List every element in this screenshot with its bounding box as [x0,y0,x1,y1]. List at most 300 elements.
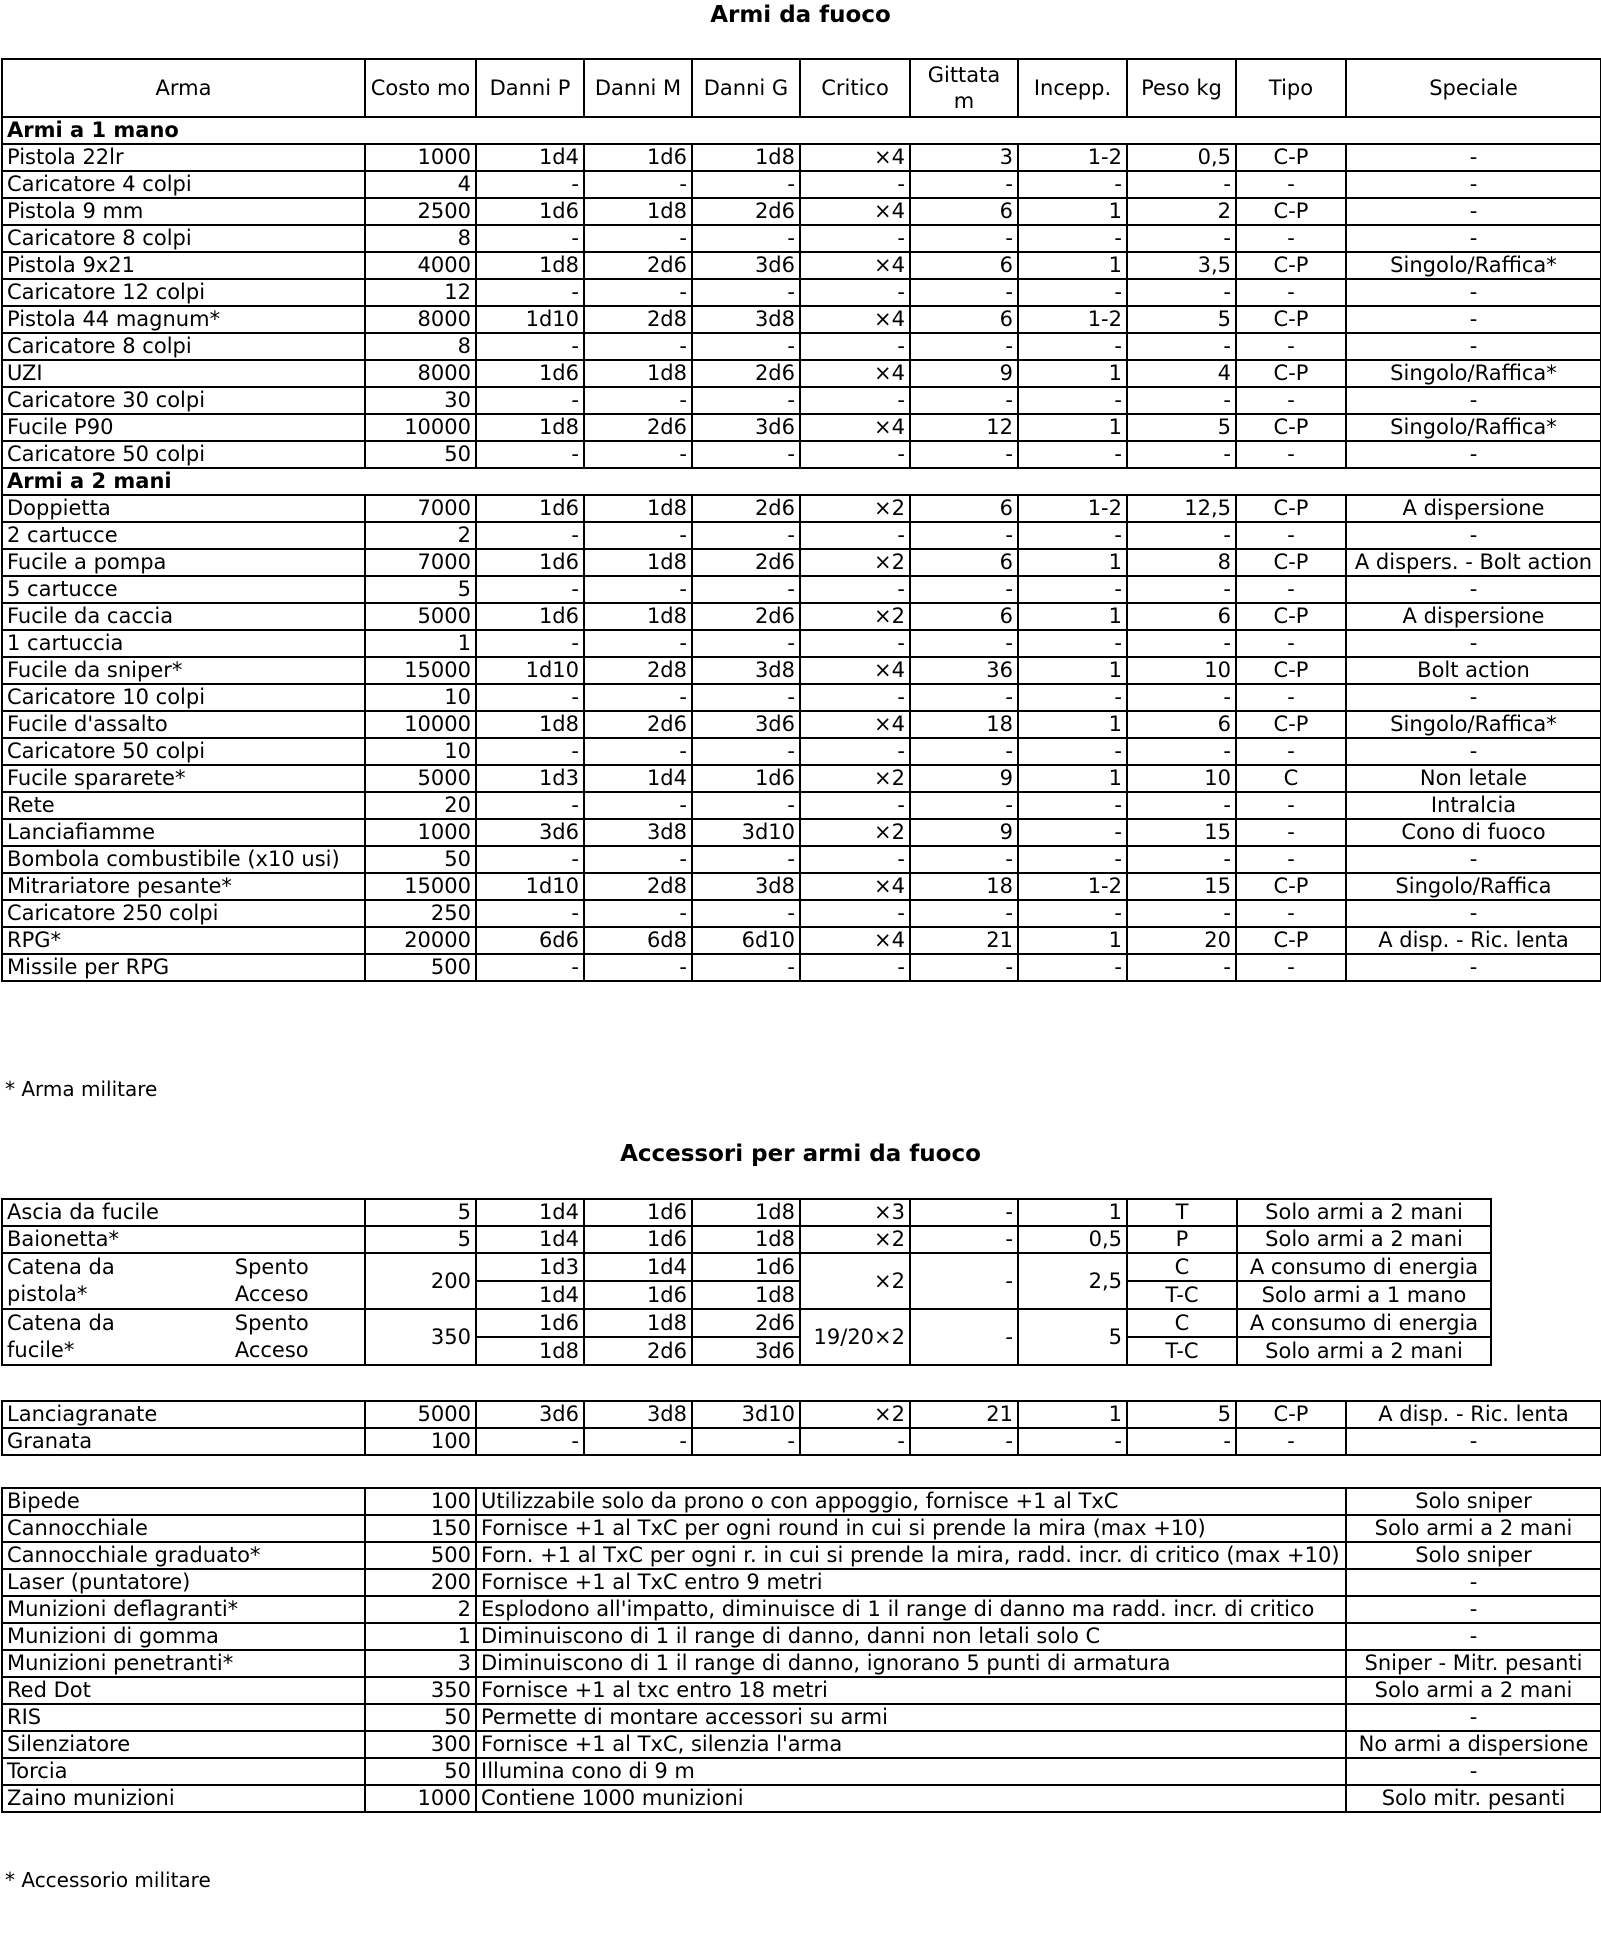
table-row [2,522,1601,549]
table-cell: - [910,684,1018,711]
table-cell: Ascia da fucile [2,1199,365,1226]
table-cell: 2d6 [692,198,800,225]
table-cell: 6d6 [476,927,584,954]
table-cell: A consumo di energia [1237,1309,1491,1337]
table-cell: - [1346,576,1601,603]
table-cell: 15 [1127,819,1236,846]
table-cell: - [910,333,1018,360]
table-cell: - [910,576,1018,603]
table-cell: - [1127,846,1236,873]
table-cell: - [910,522,1018,549]
table-cell: - [800,387,910,414]
table-cell: 1d6 [584,1281,692,1309]
table-cell: - [1018,738,1127,765]
table-cell: 1d6 [584,1199,692,1226]
table-cell: Caricatore 250 colpi [2,900,365,927]
table-cell: - [1018,279,1127,306]
table-cell: Fornisce +1 al txc entro 18 metri [476,1677,1346,1704]
table-cell: - [800,333,910,360]
table-cell: C-P [1236,144,1346,171]
table-cell: - [1018,684,1127,711]
table-cell: 2d8 [584,657,692,684]
table-cell: 1 [1018,603,1127,630]
table-cell: - [1018,900,1127,927]
table-cell: Solo sniper [1346,1542,1601,1569]
table-cell: - [1018,225,1127,252]
table-cell: C-P [1236,927,1346,954]
table-cell: 2500 [365,198,476,225]
table-row [2,1650,1601,1677]
table-cell: 3d8 [692,657,800,684]
table-cell: 1d6 [584,1226,692,1253]
table-row [2,576,1601,603]
table-cell: 1d6 [476,549,584,576]
table-cell: C [1236,765,1346,792]
table-cell: C-P [1236,495,1346,522]
table-cell: 10 [365,684,476,711]
table-cell: 8000 [365,360,476,387]
table-row [2,711,1601,738]
table-cell: - [1236,1428,1346,1455]
section-row [2,117,1601,144]
page-title: Armi da fuoco [710,2,891,28]
table-cell: Baionetta* [2,1226,365,1253]
table-cell: Laser (puntatore) [2,1569,365,1596]
table-cell: - [800,522,910,549]
table-row [2,792,1601,819]
column-header: Gittata m [910,59,1018,117]
table-cell: 3d10 [692,819,800,846]
table-cell: - [1346,846,1601,873]
table-cell: A disp. - Ric. lenta [1346,927,1601,954]
table-cell: - [584,225,692,252]
table-cell: 0,5 [1127,144,1236,171]
table-cell: 18 [910,873,1018,900]
table-cell: - [1018,441,1127,468]
table-cell: 3 [365,1650,476,1677]
table-cell: - [800,1428,910,1455]
table-cell: - [910,1199,1018,1226]
table-cell: C-P [1236,711,1346,738]
chainsaw-name-grid [7,1310,360,1364]
table-cell: 1 [1018,414,1127,441]
table-cell: Caricatore 50 colpi [2,441,365,468]
table-cell: ×2 [800,495,910,522]
table-cell: 1000 [365,1785,476,1812]
table-cell: 1d6 [584,144,692,171]
table-cell: 1d6 [476,360,584,387]
section-label: Armi a 1 mano [2,117,1601,144]
table-cell: ×4 [800,873,910,900]
table-cell: T-C [1127,1337,1237,1365]
table-cell: - [1236,630,1346,657]
table-cell: Zaino munizioni [2,1785,365,1812]
table-cell: 100 [365,1488,476,1515]
table-cell: ×4 [800,414,910,441]
table-cell: 6 [910,549,1018,576]
table-cell: ×2 [800,549,910,576]
table-cell: 1d4 [476,1226,584,1253]
table-row [2,495,1601,522]
table-cell: 12,5 [1127,495,1236,522]
chainsaw-state2: Acceso [234,1282,309,1306]
table-cell: - [476,1428,584,1455]
table-cell: - [910,441,1018,468]
table-cell: ×2 [800,1401,910,1428]
table-cell: 2d8 [584,873,692,900]
table-cell: - [476,792,584,819]
table-cell: Munizioni di gomma [2,1623,365,1650]
table-cell: 1d6 [692,765,800,792]
table-cell: 50 [365,1758,476,1785]
table-cell: 3,5 [1127,252,1236,279]
table-cell: - [1018,630,1127,657]
table-cell: - [692,225,800,252]
table-cell: 12 [365,279,476,306]
table-cell: 5000 [365,765,476,792]
table-cell: 1d6 [476,198,584,225]
table-cell: - [800,441,910,468]
table-cell: Pistola 9 mm [2,198,365,225]
table-cell: Cannocchiale graduato* [2,1542,365,1569]
table-cell: - [1346,1758,1601,1785]
table-cell: - [800,954,910,981]
table-cell: 3d8 [692,306,800,333]
table-cell: - [476,522,584,549]
table-cell: 200 [365,1253,476,1309]
table-cell: 350 [365,1677,476,1704]
table-cell: 10 [365,738,476,765]
table-row [2,387,1601,414]
table-cell: Utilizzabile solo da prono o con appoggio, fornisce +1 al TxC [476,1488,1346,1515]
table-cell: 2d8 [584,306,692,333]
table-cell: 2 [365,1596,476,1623]
table-cell: 7000 [365,495,476,522]
table-cell: 5 [1127,1401,1236,1428]
table-row [2,333,1601,360]
table-cell: 1d10 [476,657,584,684]
table-cell: 1000 [365,819,476,846]
table-row [2,846,1601,873]
table-cell: Rete [2,792,365,819]
table-cell: - [584,900,692,927]
table-cell: 1 [365,1623,476,1650]
table-row [2,1226,1491,1253]
table-cell: C-P [1236,603,1346,630]
table-cell: ×2 [800,819,910,846]
table-cell: - [584,279,692,306]
table-row [2,1199,1491,1226]
table-cell: - [1346,738,1601,765]
table-cell: - [1127,1428,1236,1455]
table-cell: - [1018,576,1127,603]
table-cell: - [1346,441,1601,468]
table-cell: - [910,792,1018,819]
table-cell: - [692,684,800,711]
table-cell: Fucile d'assalto [2,711,365,738]
table-cell: 1d8 [692,1281,800,1309]
table-cell: - [584,738,692,765]
table-cell: ×4 [800,927,910,954]
table-cell: 6 [910,198,1018,225]
table-cell: - [584,522,692,549]
table-cell: 1d8 [584,549,692,576]
table-cell: 1d8 [584,603,692,630]
table-cell: - [692,846,800,873]
table-cell: - [910,225,1018,252]
table-cell: ×4 [800,198,910,225]
table-cell: 5 [365,1199,476,1226]
table-cell: C-P [1236,198,1346,225]
table-cell: 500 [365,1542,476,1569]
table-cell: Fornisce +1 al TxC per ogni round in cui si prende la mira (max +10) [476,1515,1346,1542]
table-cell: - [910,954,1018,981]
table-row [2,171,1601,198]
table-cell: 6 [910,252,1018,279]
table-cell: 8 [1127,549,1236,576]
table-cell: - [1346,306,1601,333]
table-cell: 2d6 [692,495,800,522]
table-cell: Bombola combustibile (x10 usi) [2,846,365,873]
table-cell: 6 [910,603,1018,630]
table-cell: 1d8 [476,414,584,441]
column-header: Peso kg [1127,59,1236,117]
table-cell: 19/20×2 [800,1309,910,1365]
table-cell: - [476,441,584,468]
table-cell: Solo armi a 2 mani [1237,1226,1491,1253]
table-cell: - [692,954,800,981]
table-cell: ×2 [800,765,910,792]
table-cell: 1 [1018,360,1127,387]
table-cell: Solo armi a 2 mani [1237,1337,1491,1365]
table-cell: - [1018,846,1127,873]
table-cell: ×2 [800,1253,910,1309]
table-cell: Red Dot [2,1677,365,1704]
table-cell: - [1346,333,1601,360]
table-cell: - [800,630,910,657]
table-cell: ×4 [800,360,910,387]
table-cell: 3d6 [476,819,584,846]
table-cell: Non letale [1346,765,1601,792]
table-cell: - [692,441,800,468]
column-header: Costo mo [365,59,476,117]
chainsaw-name1: Catena da [7,1311,115,1335]
table-cell: A dispersione [1346,603,1601,630]
table-cell: 1d8 [476,711,584,738]
table-row [2,738,1601,765]
table-cell: P [1127,1226,1237,1253]
chainsaw-name2: fucile* [7,1338,75,1362]
table-cell: 2,5 [1018,1253,1127,1309]
table-cell: Fucile spararete* [2,765,365,792]
table-cell: A consumo di energia [1237,1253,1491,1281]
table-cell: 1d8 [692,1226,800,1253]
table-cell: 1 [1018,927,1127,954]
table-cell: Pistola 44 magnum* [2,306,365,333]
table-cell: 6d10 [692,927,800,954]
table-cell: 12 [910,414,1018,441]
table-cell: 21 [910,1401,1018,1428]
accessories-mods-table [1,1487,1601,1813]
chainsaw-state1: Spento [234,1311,309,1335]
table-cell: 2d6 [692,603,800,630]
table-cell: - [910,279,1018,306]
table-cell: - [476,738,584,765]
table-cell: - [692,279,800,306]
column-header: Critico [800,59,910,117]
table-row [2,441,1601,468]
table-row [2,144,1601,171]
table-cell: 20 [365,792,476,819]
table-cell: - [1346,1704,1601,1731]
table-cell: - [1346,522,1601,549]
table-row [2,1569,1601,1596]
table-cell: 1 [1018,252,1127,279]
table-cell: - [1236,333,1346,360]
table-cell: Sniper - Mitr. pesanti [1346,1650,1601,1677]
table-cell: 50 [365,846,476,873]
table-row [2,306,1601,333]
table-cell: Singolo/Raffica* [1346,711,1601,738]
table-cell: 500 [365,954,476,981]
table-row [2,1488,1601,1515]
table-cell: 2d6 [692,360,800,387]
table-row [2,1428,1601,1455]
table-cell: Fucile P90 [2,414,365,441]
table-cell: Solo armi a 2 mani [1237,1199,1491,1226]
table-row [2,1704,1601,1731]
table-cell: 36 [910,657,1018,684]
table-cell: 1d4 [476,1199,584,1226]
table-cell: - [1127,576,1236,603]
table-cell: ×2 [800,1226,910,1253]
table-cell: 50 [365,441,476,468]
table-row [2,1542,1601,1569]
table-cell: RPG* [2,927,365,954]
table-cell: - [584,171,692,198]
table-cell: 8 [365,333,476,360]
table-cell: - [910,1309,1018,1365]
table-cell: - [1018,954,1127,981]
table-row [2,1401,1601,1428]
table-cell: - [910,1428,1018,1455]
table-cell: Caricatore 8 colpi [2,333,365,360]
table-row [2,252,1601,279]
column-header: Danni G [692,59,800,117]
table-cell: - [476,954,584,981]
table-cell: RIS [2,1704,365,1731]
table-cell: - [1346,1596,1601,1623]
chainsaw-state1: Spento [234,1255,309,1279]
table-row [2,1515,1601,1542]
table-cell: 0,5 [1018,1226,1127,1253]
table-cell: - [476,333,584,360]
table-cell: 1-2 [1018,306,1127,333]
table-row [2,630,1601,657]
table-cell: 5 [1127,414,1236,441]
table-cell: C-P [1236,252,1346,279]
table-cell: 3d6 [692,414,800,441]
table-cell: - [1236,522,1346,549]
table-cell: 3d8 [692,873,800,900]
table-cell: Diminuiscono di 1 il range di danno, ignorano 5 punti di armatura [476,1650,1346,1677]
table-cell: C-P [1236,549,1346,576]
table-cell: Munizioni penetranti* [2,1650,365,1677]
table-cell: Fornisce +1 al TxC, silenzia l'arma [476,1731,1346,1758]
table-row [2,927,1601,954]
table-cell: - [476,387,584,414]
table-row [2,414,1601,441]
table-cell: 1d4 [584,1253,692,1281]
table-cell: Illumina cono di 9 m [476,1758,1346,1785]
table-cell: - [1127,954,1236,981]
table-cell: - [1127,279,1236,306]
table-cell: 2 [1127,198,1236,225]
table-cell: 2d6 [584,252,692,279]
table-cell: - [1236,279,1346,306]
table-cell: - [1127,900,1236,927]
table-cell: 3d8 [584,1401,692,1428]
table-cell: 1 [1018,549,1127,576]
table-cell: - [692,1428,800,1455]
table-cell: 1000 [365,144,476,171]
table-cell: - [800,792,910,819]
table-cell: - [584,441,692,468]
table-cell: - [1127,630,1236,657]
table-cell: - [1018,333,1127,360]
table-cell: C-P [1236,873,1346,900]
column-header: Tipo [1236,59,1346,117]
table-row [2,603,1601,630]
chainsaw-name-cell [2,1309,365,1365]
table-cell: 250 [365,900,476,927]
table-cell: - [1127,684,1236,711]
table-cell: 3d10 [692,1401,800,1428]
table-cell: 3d6 [692,1337,800,1365]
table-cell: 2d6 [692,549,800,576]
table-cell: 15000 [365,657,476,684]
table-cell: - [692,333,800,360]
table-cell: 21 [910,927,1018,954]
table-cell: 9 [910,819,1018,846]
column-header: Incepp. [1018,59,1127,117]
table-cell: - [476,225,584,252]
table-cell: C-P [1236,360,1346,387]
table-cell: - [1018,522,1127,549]
table-cell: - [800,684,910,711]
table-cell: - [1346,684,1601,711]
table-cell: 20000 [365,927,476,954]
table-cell: - [1236,846,1346,873]
table-cell: 2d6 [584,414,692,441]
table-cell: ×4 [800,711,910,738]
table-cell: 6 [910,495,1018,522]
table-cell: - [1346,1623,1601,1650]
table-cell: No armi a dispersione [1346,1731,1601,1758]
table-cell: Cono di fuoco [1346,819,1601,846]
table-cell: Caricatore 10 colpi [2,684,365,711]
chainsaw-state2: Acceso [234,1338,309,1362]
table-cell: 1 [1018,1401,1127,1428]
table-cell: 1d8 [584,495,692,522]
table-cell: 1d3 [476,1253,584,1281]
table-cell: 3d8 [584,819,692,846]
table-cell: A dispers. - Bolt action [1346,549,1601,576]
accessories-launcher-table [1,1400,1601,1456]
table-cell: 1 [1018,657,1127,684]
header-row [2,59,1601,117]
table-cell: 9 [910,360,1018,387]
